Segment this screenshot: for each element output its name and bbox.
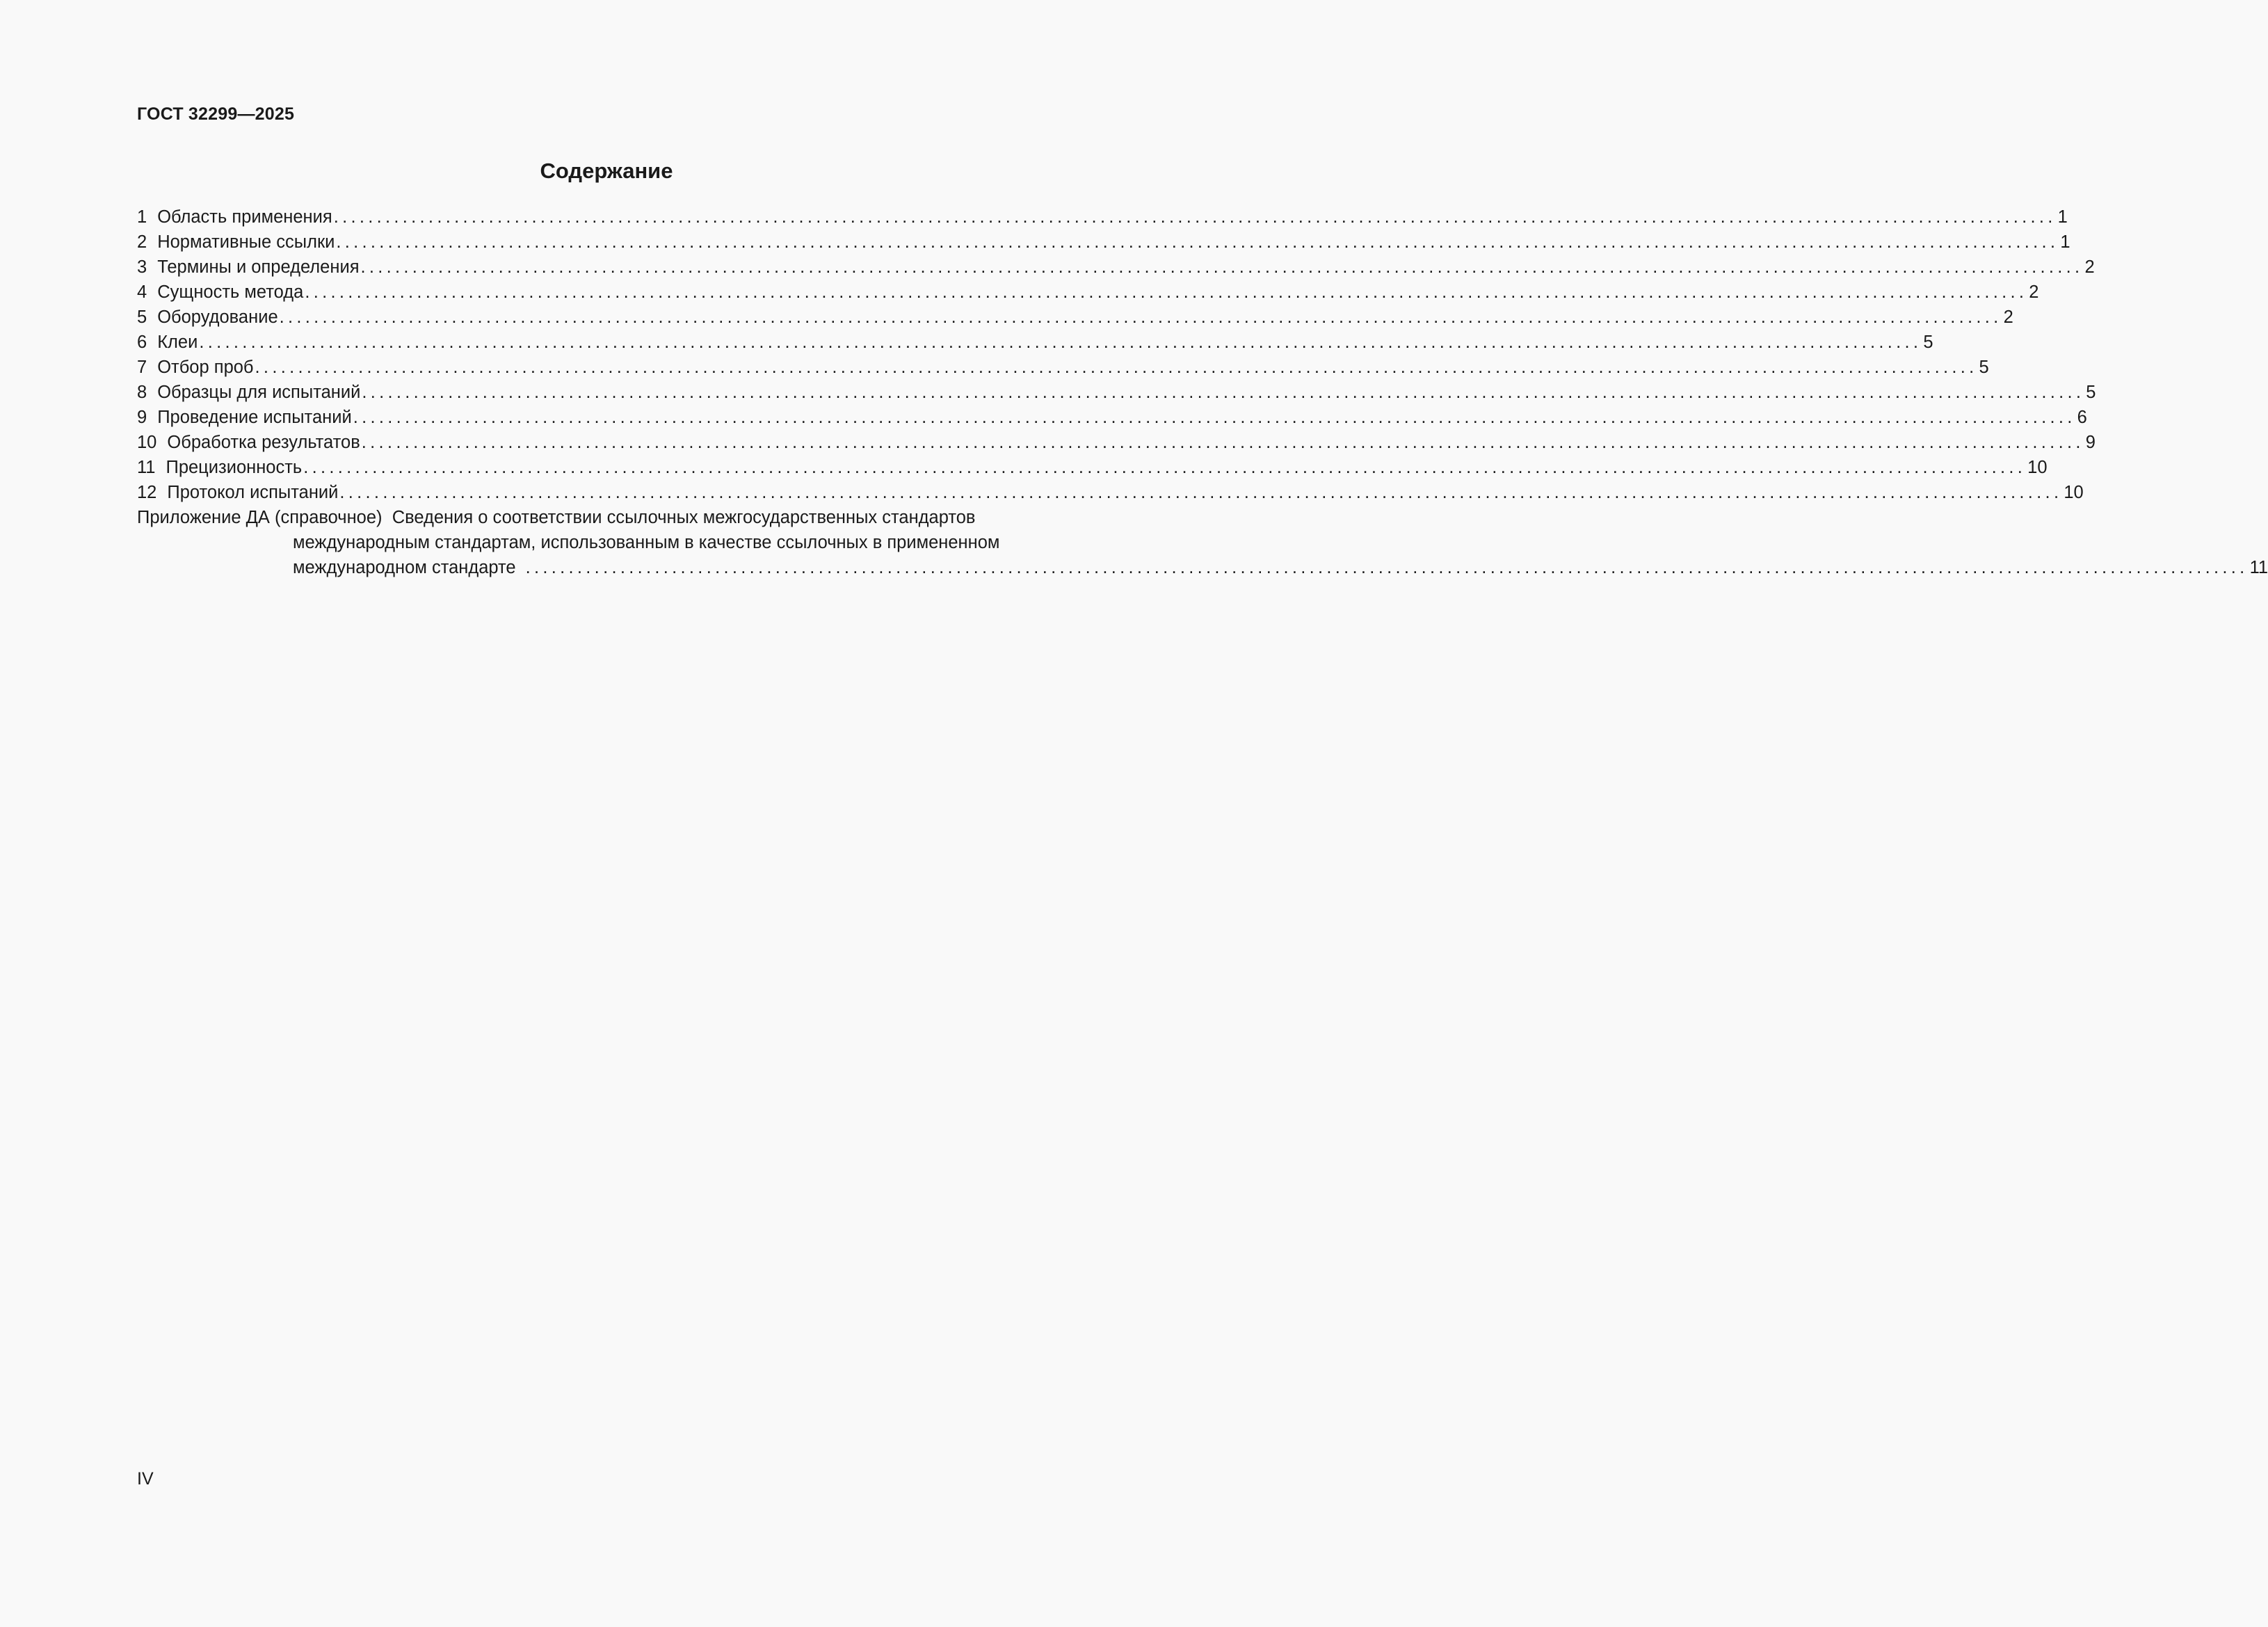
toc-entry[interactable] xyxy=(137,305,2013,330)
toc-entry-page: 1 xyxy=(2057,207,2068,227)
toc-title: Содержание xyxy=(540,159,673,183)
appendix-last-line xyxy=(137,555,2268,580)
toc-entry[interactable] xyxy=(137,230,2070,255)
toc-entry-page: 2 xyxy=(2084,257,2095,277)
toc-entry[interactable] xyxy=(137,480,2084,505)
toc-entry[interactable] xyxy=(137,255,2095,280)
toc-entry-leader: ........................................................................................................................................................................................................ xyxy=(362,383,2085,402)
toc-entry-number: 10 xyxy=(137,433,157,452)
toc-entry[interactable] xyxy=(137,455,2048,480)
toc-entry-leader: ........................................................................................................................................................................................................ xyxy=(361,433,2084,452)
toc-entry-page: 2 xyxy=(2003,307,2013,327)
toc-entry-label: Сущность метода xyxy=(157,282,304,302)
toc-entry-label: Проведение испытаний xyxy=(157,408,352,427)
toc-entry-number: 6 xyxy=(137,332,147,352)
toc-entry[interactable] xyxy=(137,330,1933,355)
toc-entry-leader: ........................................................................................................................................................................................................ xyxy=(199,332,1922,352)
toc-entry-page: 10 xyxy=(2027,458,2048,477)
toc-entry-leader: ........................................................................................................................................................................................................ xyxy=(360,257,2084,277)
toc-entry-leader: ........................................................................................................................................................................................................ xyxy=(279,307,2002,327)
appendix-prefix: Приложение ДА (справочное) xyxy=(137,508,383,527)
toc-entry-page: 2 xyxy=(2029,282,2039,302)
toc-entry-leader: ........................................................................................................................................................................................................ xyxy=(336,232,2059,252)
toc-entry-number: 12 xyxy=(137,483,157,502)
toc-appendix-entry[interactable] xyxy=(137,505,2268,580)
appendix-title-line1: Сведения о соответствии ссылочных межгосударственных стандартов xyxy=(392,508,976,527)
toc-entry-number: 2 xyxy=(137,232,147,252)
toc-entry-label: Область применения xyxy=(157,207,332,227)
toc-entry-label: Нормативные ссылки xyxy=(157,232,335,252)
appendix-title-line2: международным стандартам, использованным в качестве ссылочных в примененном xyxy=(293,533,1000,552)
toc-entry-label: Клеи xyxy=(157,332,198,352)
appendix-first-line xyxy=(137,505,1068,530)
document-code: ГОСТ 32299—2025 xyxy=(137,104,295,124)
toc xyxy=(137,205,2268,580)
toc-entry-label: Образцы для испытаний xyxy=(157,383,361,402)
toc-entry-leader: ........................................................................................................................................................................................................ xyxy=(525,558,2249,577)
toc-entry-leader: ........................................................................................................................................................................................................ xyxy=(339,483,2063,502)
page-number: IV xyxy=(137,1469,154,1489)
toc-entry-page: 6 xyxy=(2077,408,2087,427)
toc-entry-page: 11 xyxy=(2249,558,2268,577)
toc-entry[interactable] xyxy=(137,405,2087,430)
toc-entry-page: 5 xyxy=(1979,358,1989,377)
toc-entry-number: 3 xyxy=(137,257,147,277)
toc-entry[interactable] xyxy=(137,355,1989,380)
toc-entry[interactable] xyxy=(137,430,2096,455)
toc-entry-leader: ........................................................................................................................................................................................................ xyxy=(255,358,1978,377)
toc-entry-number: 7 xyxy=(137,358,147,377)
toc-entry[interactable] xyxy=(137,380,2096,405)
toc-entry-label: Обработка результатов xyxy=(167,433,360,452)
toc-entry-label: Отбор проб xyxy=(157,358,254,377)
toc-entry-label: Прецизионность xyxy=(166,458,303,477)
toc-entry-page: 9 xyxy=(2085,433,2096,452)
toc-entry-number: 8 xyxy=(137,383,147,402)
toc-entry-label: Термины и определения xyxy=(157,257,360,277)
toc-entry-page: 10 xyxy=(2064,483,2084,502)
toc-entry-page: 1 xyxy=(2060,232,2070,252)
toc-entry-number: 5 xyxy=(137,307,147,327)
toc-entry-leader: ........................................................................................................................................................................................................ xyxy=(305,282,2028,302)
toc-entry-number: 1 xyxy=(137,207,147,227)
toc-entry-page: 5 xyxy=(1923,332,1933,352)
toc-entry-leader: ........................................................................................................................................................................................................ xyxy=(333,207,2057,227)
toc-entry[interactable] xyxy=(137,280,2039,305)
toc-entry[interactable] xyxy=(137,205,2068,230)
appendix-title-line3: международном стандарте xyxy=(293,558,516,577)
toc-entry-number: 4 xyxy=(137,282,147,302)
toc-entry-leader: ........................................................................................................................................................................................................ xyxy=(353,408,2076,427)
toc-entry-label: Протокол испытаний xyxy=(167,483,339,502)
toc-entry-leader: ........................................................................................................................................................................................................ xyxy=(303,458,2027,477)
toc-entry-number: 11 xyxy=(137,458,156,477)
toc-entry-label: Оборудование xyxy=(157,307,278,327)
toc-entry-number: 9 xyxy=(137,408,147,427)
toc-entry-page: 5 xyxy=(2086,383,2096,402)
